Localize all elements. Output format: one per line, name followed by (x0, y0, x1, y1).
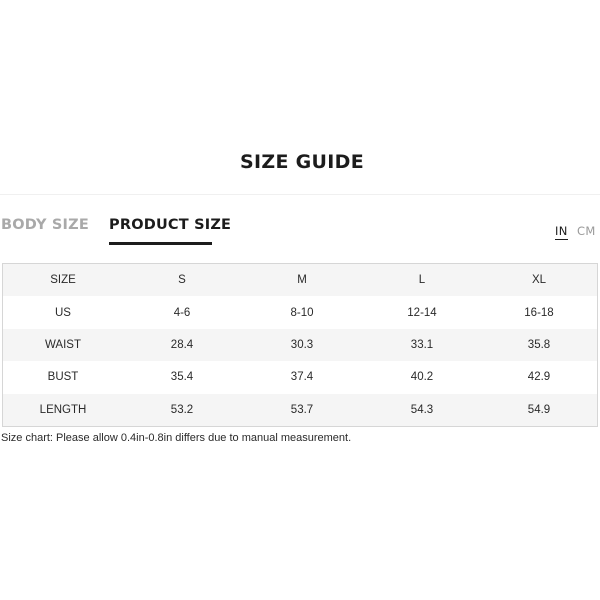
unit-in-button[interactable]: IN (555, 224, 568, 238)
header-cell: L (418, 274, 426, 287)
measurement-note: Size chart: Please allow 0.4in-0.8in differs due to manual measurement. (1, 432, 352, 444)
table-cell: BUST (47, 371, 79, 384)
tab-product-size[interactable]: PRODUCT SIZE (109, 217, 232, 233)
table-cell: 16-18 (524, 306, 554, 319)
table-cell: 28.4 (170, 338, 194, 351)
table-cell: 37.4 (290, 371, 314, 384)
tab-body-size[interactable]: BODY SIZE (1, 217, 89, 233)
table-cell: 12-14 (407, 306, 437, 319)
table-cell: 30.3 (290, 338, 314, 351)
table-cell: WAIST (45, 338, 81, 351)
title-divider (0, 194, 600, 195)
header-cell: SIZE (50, 274, 76, 287)
table-cell: 33.1 (410, 338, 434, 351)
table-cell: 35.8 (527, 338, 551, 351)
header-cell: S (178, 274, 186, 287)
unit-cm-button[interactable]: CM (577, 224, 596, 238)
table-cell: 42.9 (527, 371, 551, 384)
header-cell: XL (531, 274, 547, 287)
table-cell: 53.2 (170, 403, 194, 416)
table-cell: 53.7 (290, 403, 314, 416)
table-header-row (3, 264, 597, 296)
table-cell: 54.3 (410, 403, 434, 416)
active-tab-underline (109, 242, 212, 245)
table-cell: 40.2 (410, 371, 434, 384)
table-row (3, 296, 597, 328)
page-title: SIZE GUIDE (240, 151, 364, 173)
size-table (2, 263, 598, 427)
table-cell: 8-10 (290, 306, 314, 319)
table-cell: LENGTH (39, 403, 87, 416)
table-row (3, 329, 597, 361)
table-row (3, 394, 597, 426)
table-cell: 54.9 (527, 403, 551, 416)
table-row (3, 361, 597, 393)
table-cell: 4-6 (173, 306, 191, 319)
table-cell: US (55, 306, 71, 319)
header-cell: M (297, 274, 307, 287)
table-cell: 35.4 (170, 371, 194, 384)
